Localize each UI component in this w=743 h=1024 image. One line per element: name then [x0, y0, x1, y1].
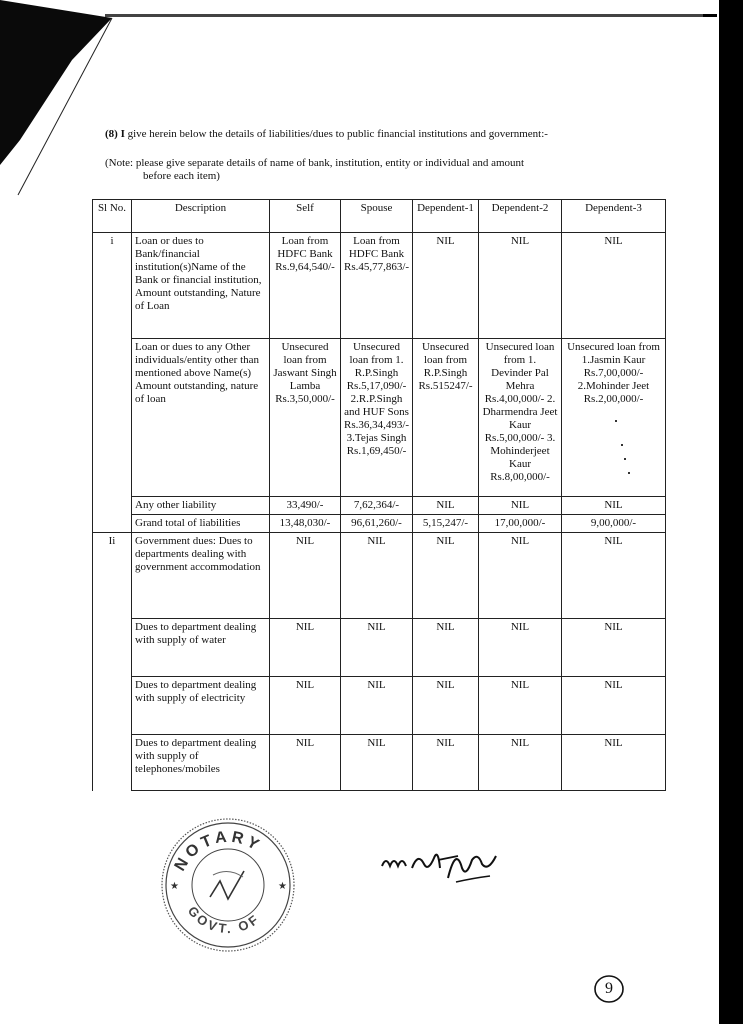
row-description: Loan or dues to Bank/financial institution(s)Name of the Bank or financial institution, Amount outstanding, Nature of Loan	[132, 233, 270, 339]
scan-speckle	[615, 420, 617, 422]
header-self: Self	[270, 200, 341, 233]
cell-spouse: NIL	[341, 677, 413, 735]
row-description: Dues to department dealing with supply of electricity	[132, 677, 270, 735]
svg-text:★: ★	[170, 881, 179, 892]
cell-dependent-2: NIL	[479, 497, 562, 515]
table-row	[93, 735, 666, 791]
table-row	[93, 515, 666, 533]
table-row	[93, 677, 666, 735]
section-number: (8) I	[105, 128, 125, 140]
note-line-2: before each item)	[143, 170, 220, 182]
cell-self: Unsecured loan from Jaswant Singh Lamba Rs.3,50,000/-	[270, 339, 341, 497]
instruction-note	[105, 157, 665, 183]
row-description: Loan or dues to any Other individuals/entity other than mentioned above Name(s) Amount outstanding, nature of loan	[132, 339, 270, 497]
liabilities-table	[92, 199, 666, 791]
cell-dependent-1: 5,15,247/-	[413, 515, 479, 533]
header-sl-no: Sl No.	[93, 200, 132, 233]
cell-dependent-2: NIL	[479, 533, 562, 619]
cell-spouse: NIL	[341, 735, 413, 791]
stamp-top-text: NOTARY	[171, 828, 266, 875]
row-description: Government dues: Dues to departments dealing with government accommodation	[132, 533, 270, 619]
svg-text:NOTARY	[172, 829, 265, 875]
page-number	[592, 972, 626, 1006]
cell-self: 33,490/-	[270, 497, 341, 515]
cell-dependent-1: NIL	[413, 619, 479, 677]
header-dependent-2: Dependent-2	[479, 200, 562, 233]
cell-dependent-2: Unsecured loan from 1. Devinder Pal Mehra Rs.4,00,000/- 2. Dharmendra Jeet Kaur Rs.5,00,000/- 3. Mohinderjeet Kaur Rs.8,00,000/-	[479, 339, 562, 497]
notary-stamp	[158, 815, 298, 955]
cell-dependent-3: NIL	[562, 233, 666, 339]
section-heading	[105, 128, 705, 140]
svg-text:GOVT. OF	[185, 903, 263, 936]
scan-speckle	[628, 472, 630, 474]
table-header-row	[93, 200, 666, 233]
table-row	[93, 339, 666, 497]
header-description: Description	[132, 200, 270, 233]
cell-self: NIL	[270, 735, 341, 791]
header-dependent-3: Dependent-3	[562, 200, 666, 233]
cell-dependent-1: Unsecured loan from R.P.Singh Rs.515247/-	[413, 339, 479, 497]
table-row	[93, 497, 666, 515]
svg-text:★: ★	[278, 881, 287, 892]
cell-dependent-1: NIL	[413, 533, 479, 619]
stamp-bottom-text: GOVT. OF	[184, 903, 264, 937]
scan-shadow-corner	[0, 0, 120, 200]
cell-spouse: Unsecured loan from 1. R.P.Singh Rs.5,17,090/- 2.R.P.Singh and HUF Sons Rs.36,34,493/- 3.Tejas Singh Rs.1,69,450/-	[341, 339, 413, 497]
header-spouse: Spouse	[341, 200, 413, 233]
cell-dependent-2: NIL	[479, 735, 562, 791]
cell-dependent-3: 9,00,000/-	[562, 515, 666, 533]
cell-spouse: 96,61,260/-	[341, 515, 413, 533]
row-description: Dues to department dealing with supply of telephones/mobiles	[132, 735, 270, 791]
cell-dependent-1: NIL	[413, 677, 479, 735]
table-row	[93, 233, 666, 339]
cell-dependent-2: NIL	[479, 619, 562, 677]
row-description: Grand total of liabilities	[132, 515, 270, 533]
row-description: Any other liability	[132, 497, 270, 515]
header-dependent-1: Dependent-1	[413, 200, 479, 233]
section-heading-text: give herein below the details of liabilities/dues to public financial institutions and government:-	[124, 128, 548, 140]
cell-dependent-3: NIL	[562, 497, 666, 515]
row-description: Dues to department dealing with supply of water	[132, 619, 270, 677]
cell-dependent-3: NIL	[562, 619, 666, 677]
cell-spouse: 7,62,364/-	[341, 497, 413, 515]
cell-dependent-3: NIL	[562, 735, 666, 791]
cell-self: NIL	[270, 619, 341, 677]
cell-dependent-3: NIL	[562, 533, 666, 619]
cell-self: NIL	[270, 533, 341, 619]
cell-self: 13,48,030/-	[270, 515, 341, 533]
cell-dependent-2: NIL	[479, 233, 562, 339]
page-number-text: 9	[605, 980, 613, 997]
cell-dependent-2: NIL	[479, 677, 562, 735]
scan-right-edge	[719, 0, 743, 1024]
scan-right-tick	[703, 14, 717, 17]
cell-dependent-3: Unsecured loan from 1.Jasmin Kaur Rs.7,00,000/- 2.Mohinder Jeet Rs.2,00,000/-	[562, 339, 666, 497]
scan-top-edge	[105, 14, 705, 17]
section-i-sl: i	[93, 233, 132, 533]
table-row	[93, 533, 666, 619]
cell-self: NIL	[270, 677, 341, 735]
cell-dependent-1: NIL	[413, 497, 479, 515]
cell-spouse: NIL	[341, 533, 413, 619]
scan-speckle	[624, 458, 626, 460]
signature	[378, 838, 508, 888]
table-row	[93, 619, 666, 677]
cell-spouse: Loan from HDFC Bank Rs.45,77,863/-	[341, 233, 413, 339]
cell-spouse: NIL	[341, 619, 413, 677]
cell-self: Loan from HDFC Bank Rs.9,64,540/-	[270, 233, 341, 339]
cell-dependent-1: NIL	[413, 735, 479, 791]
section-ii-sl: Ii	[93, 533, 132, 791]
scan-speckle	[621, 444, 623, 446]
cell-dependent-3: NIL	[562, 677, 666, 735]
note-line-1: (Note: please give separate details of name of bank, institution, entity or individual and amount	[105, 157, 525, 169]
cell-dependent-1: NIL	[413, 233, 479, 339]
cell-dependent-2: 17,00,000/-	[479, 515, 562, 533]
